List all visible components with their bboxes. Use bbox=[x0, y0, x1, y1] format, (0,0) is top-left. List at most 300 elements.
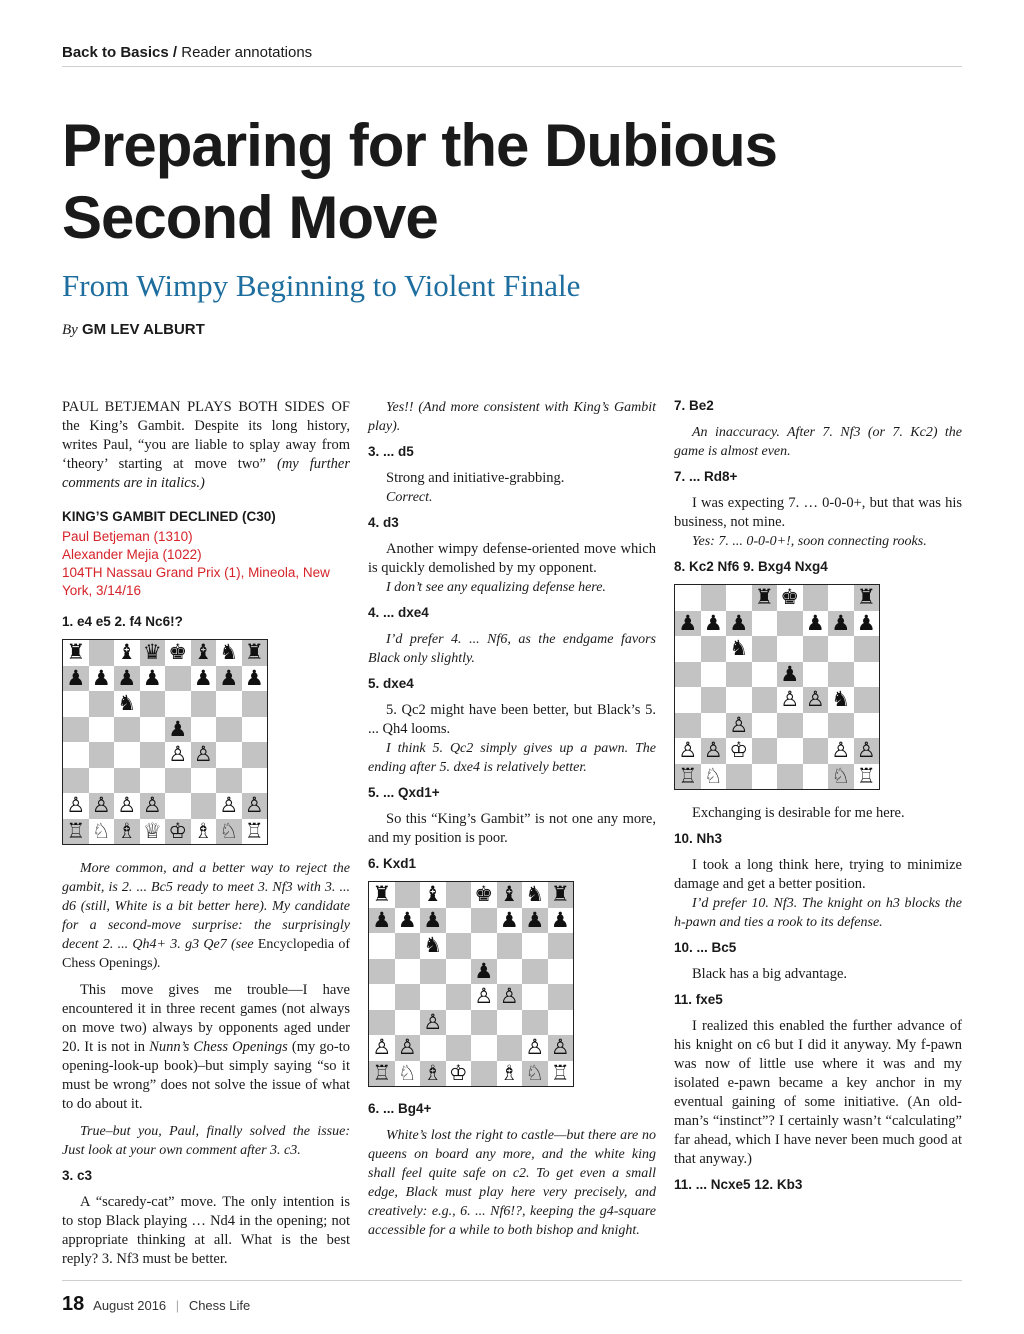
annotation: Correct. bbox=[386, 490, 433, 505]
white-king-icon: ♔ bbox=[448, 1060, 468, 1085]
paragraph: Exchanging is desirable for me here. bbox=[692, 805, 905, 821]
board-square bbox=[446, 959, 472, 985]
board-square bbox=[216, 666, 242, 692]
board-square bbox=[522, 1061, 548, 1087]
black-pawn-icon: ♟ bbox=[423, 907, 443, 932]
board-square bbox=[854, 636, 880, 662]
black-rook-icon: ♜ bbox=[856, 585, 876, 610]
board-square bbox=[191, 666, 217, 692]
black-pawn-icon: ♟ bbox=[499, 907, 519, 932]
black-pawn-icon: ♟ bbox=[397, 907, 417, 932]
board-square bbox=[89, 819, 115, 845]
board-square bbox=[216, 640, 242, 666]
white-rook-icon: ♖ bbox=[372, 1060, 392, 1085]
black-pawn-icon: ♟ bbox=[372, 907, 392, 932]
board-square bbox=[828, 611, 854, 637]
board-square bbox=[497, 1010, 523, 1036]
board-square bbox=[165, 819, 191, 845]
white-bishop-icon: ♗ bbox=[117, 818, 137, 843]
board-square bbox=[420, 933, 446, 959]
board-square bbox=[216, 742, 242, 768]
board-square bbox=[63, 666, 89, 692]
board-square bbox=[522, 984, 548, 1010]
black-queen-icon: ♛ bbox=[142, 640, 162, 665]
board-square bbox=[191, 691, 217, 717]
chess-board-1 bbox=[62, 639, 268, 845]
board-square bbox=[548, 1010, 574, 1036]
board-square bbox=[497, 1061, 523, 1087]
annotation: I’d prefer 4. ... Nf6, as the endgame favors Black only slightly. bbox=[368, 632, 656, 666]
black-pawn-icon: ♟ bbox=[525, 907, 545, 932]
black-pawn-icon: ♟ bbox=[168, 716, 188, 741]
board-square bbox=[395, 1010, 421, 1036]
board-square bbox=[216, 717, 242, 743]
board-square bbox=[701, 713, 727, 739]
white-pawn-icon: ♙ bbox=[550, 1035, 570, 1060]
board-square bbox=[114, 768, 140, 794]
board-square bbox=[191, 742, 217, 768]
black-pawn-icon: ♟ bbox=[703, 610, 723, 635]
black-pawn-icon: ♟ bbox=[856, 610, 876, 635]
board-square bbox=[446, 984, 472, 1010]
black-knight-icon: ♞ bbox=[219, 640, 239, 665]
black-pawn-icon: ♟ bbox=[678, 610, 698, 635]
white-pawn-icon: ♙ bbox=[423, 1009, 443, 1034]
game-white-player: Paul Betjeman (1310) bbox=[62, 529, 193, 544]
board-square bbox=[701, 687, 727, 713]
board-square bbox=[726, 611, 752, 637]
game-opening: KING’S GAMBIT DECLINED (C30) bbox=[62, 509, 276, 524]
board-square bbox=[828, 662, 854, 688]
board-square bbox=[675, 738, 701, 764]
move-heading: 4. d3 bbox=[368, 515, 399, 530]
board-square bbox=[140, 768, 166, 794]
white-bishop-icon: ♗ bbox=[193, 818, 213, 843]
board-square bbox=[854, 713, 880, 739]
board-square bbox=[242, 819, 268, 845]
black-pawn-icon: ♟ bbox=[117, 665, 137, 690]
annotation: Yes!! (And more consistent with King’s Gambit play). bbox=[368, 400, 656, 434]
black-rook-icon: ♜ bbox=[244, 640, 264, 665]
board-square bbox=[675, 687, 701, 713]
board-square bbox=[803, 662, 829, 688]
board-square bbox=[675, 585, 701, 611]
annotation: I think 5. Qc2 simply gives up a pawn. The ending after 5. dxe4 is relatively better. bbox=[368, 741, 656, 775]
board-square bbox=[191, 768, 217, 794]
black-pawn-icon: ♟ bbox=[550, 907, 570, 932]
black-pawn-icon: ♟ bbox=[219, 665, 239, 690]
white-pawn-icon: ♙ bbox=[91, 793, 111, 818]
board-square bbox=[191, 793, 217, 819]
board-square bbox=[114, 742, 140, 768]
board-square bbox=[446, 1035, 472, 1061]
board-square bbox=[828, 764, 854, 790]
black-pawn-icon: ♟ bbox=[780, 661, 800, 686]
board-square bbox=[369, 1035, 395, 1061]
black-rook-icon: ♜ bbox=[550, 882, 570, 907]
board-square bbox=[726, 636, 752, 662]
board-square bbox=[854, 764, 880, 790]
black-rook-icon: ♜ bbox=[754, 585, 774, 610]
white-knight-icon: ♘ bbox=[91, 818, 111, 843]
board-square bbox=[803, 713, 829, 739]
board-square bbox=[777, 738, 803, 764]
running-header bbox=[62, 44, 312, 61]
move-heading: 8. Kc2 Nf6 9. Bxg4 Nxg4 bbox=[674, 559, 828, 574]
column-1 bbox=[62, 398, 350, 1277]
board-square bbox=[369, 959, 395, 985]
paragraph: Another wimpy defense-oriented move which is quickly demolished by my opponent. bbox=[368, 541, 656, 576]
black-knight-icon: ♞ bbox=[729, 636, 749, 661]
board-square bbox=[242, 640, 268, 666]
black-knight-icon: ♞ bbox=[117, 691, 137, 716]
board-square bbox=[63, 640, 89, 666]
board-square bbox=[89, 717, 115, 743]
move-heading: 5. ... Qxd1+ bbox=[368, 785, 440, 800]
board-square bbox=[752, 713, 778, 739]
annotation: True–but you, Paul, finally solved the issue: Just look at your own comment after 3. c3. bbox=[62, 1124, 350, 1158]
move-heading: 11. ... Ncxe5 12. Kb3 bbox=[674, 1177, 803, 1192]
board-square bbox=[165, 742, 191, 768]
article-subtitle: From Wimpy Beginning to Violent Finale bbox=[62, 268, 581, 303]
paragraph: Black has a big advantage. bbox=[692, 966, 848, 982]
board-square bbox=[497, 908, 523, 934]
board-square bbox=[446, 882, 472, 908]
board-square bbox=[216, 768, 242, 794]
white-pawn-icon: ♙ bbox=[729, 712, 749, 737]
board-square bbox=[803, 738, 829, 764]
board-square bbox=[89, 640, 115, 666]
board-square bbox=[548, 984, 574, 1010]
black-knight-icon: ♞ bbox=[423, 933, 443, 958]
annotation: White’s lost the right to castle—but there are no queens on board any more, and the white king shall feel quite safe on c2. To get even a small edge, Black must play here very precisely, and creatively: e.g., 6. ... Nf6!?, keeping the g4-square accessible for a while to both bishop and knight. bbox=[368, 1128, 656, 1238]
white-rook-icon: ♖ bbox=[678, 763, 698, 788]
board-square bbox=[752, 636, 778, 662]
board-square bbox=[63, 742, 89, 768]
move-heading: 7. Be2 bbox=[674, 398, 714, 413]
board-square bbox=[140, 717, 166, 743]
paragraph: A “scaredy-cat” move. The only intention is to stop Black playing … Nd4 in the opening; not appropriate thinking at all. What is the best reply? 3. Nf3 must be better. bbox=[62, 1194, 350, 1267]
board-square bbox=[726, 585, 752, 611]
white-pawn-icon: ♙ bbox=[831, 738, 851, 763]
board-square bbox=[497, 959, 523, 985]
board-square bbox=[701, 738, 727, 764]
board-square bbox=[114, 717, 140, 743]
board-square bbox=[522, 933, 548, 959]
board-square bbox=[701, 636, 727, 662]
board-square bbox=[522, 882, 548, 908]
black-pawn-icon: ♟ bbox=[729, 610, 749, 635]
board-square bbox=[395, 1035, 421, 1061]
board-square bbox=[369, 908, 395, 934]
board-square bbox=[701, 611, 727, 637]
board-square bbox=[420, 882, 446, 908]
board-square bbox=[777, 585, 803, 611]
board-square bbox=[114, 793, 140, 819]
subsection-name: Reader annotations bbox=[181, 44, 313, 61]
board-square bbox=[471, 959, 497, 985]
board-square bbox=[446, 1010, 472, 1036]
board-square bbox=[395, 882, 421, 908]
black-bishop-icon: ♝ bbox=[423, 882, 443, 907]
white-pawn-icon: ♙ bbox=[244, 793, 264, 818]
board-square bbox=[675, 662, 701, 688]
board-square bbox=[548, 882, 574, 908]
board-square bbox=[548, 933, 574, 959]
board-square bbox=[548, 1061, 574, 1087]
board-square bbox=[726, 713, 752, 739]
board-square bbox=[242, 793, 268, 819]
move-heading: 3. ... d5 bbox=[368, 444, 414, 459]
board-square bbox=[548, 1035, 574, 1061]
board-square bbox=[165, 793, 191, 819]
move-heading: 10. Nh3 bbox=[674, 831, 723, 846]
board-square bbox=[777, 611, 803, 637]
board-square bbox=[726, 764, 752, 790]
board-square bbox=[471, 1061, 497, 1087]
black-king-icon: ♚ bbox=[780, 585, 800, 610]
board-square bbox=[803, 611, 829, 637]
board-square bbox=[89, 666, 115, 692]
white-bishop-icon: ♗ bbox=[423, 1060, 443, 1085]
board-square bbox=[369, 933, 395, 959]
board-square bbox=[216, 691, 242, 717]
board-square bbox=[752, 738, 778, 764]
black-rook-icon: ♜ bbox=[372, 882, 392, 907]
black-knight-icon: ♞ bbox=[525, 882, 545, 907]
black-pawn-icon: ♟ bbox=[474, 958, 494, 983]
intro-paragraph: PAUL BETJEMAN PLAYS BOTH SIDES OF the King’s Gambit. Despite its long history, writes Paul, “you are liable to splay away from ‘theory’ starting at move two” (my further comments are in italics.) bbox=[62, 399, 350, 491]
board-square bbox=[89, 691, 115, 717]
board-square bbox=[497, 882, 523, 908]
board-square bbox=[828, 585, 854, 611]
white-pawn-icon: ♙ bbox=[193, 742, 213, 767]
board-square bbox=[777, 687, 803, 713]
white-pawn-icon: ♙ bbox=[856, 738, 876, 763]
board-square bbox=[242, 717, 268, 743]
board-square bbox=[548, 908, 574, 934]
board-square bbox=[522, 908, 548, 934]
board-square bbox=[471, 908, 497, 934]
white-knight-icon: ♘ bbox=[525, 1060, 545, 1085]
move-heading: 6. ... Bg4+ bbox=[368, 1101, 432, 1116]
header-rule bbox=[62, 66, 962, 67]
board-square bbox=[165, 691, 191, 717]
board-square bbox=[803, 585, 829, 611]
board-square bbox=[89, 793, 115, 819]
black-bishop-icon: ♝ bbox=[193, 640, 213, 665]
board-square bbox=[242, 768, 268, 794]
annotation: I’d prefer 10. Nf3. The knight on h3 blocks the h-pawn and ties a rook to its defense. bbox=[674, 896, 962, 930]
move-heading: 4. ... dxe4 bbox=[368, 605, 429, 620]
board-square bbox=[471, 1010, 497, 1036]
board-square bbox=[752, 687, 778, 713]
section-name: Back to Basics bbox=[62, 44, 169, 61]
board-square bbox=[752, 662, 778, 688]
issue-date: August 2016 bbox=[93, 1298, 167, 1313]
board-square bbox=[420, 1061, 446, 1087]
annotation: Yes: 7. ... 0-0-0+!, soon connecting rooks. bbox=[692, 534, 927, 549]
board-square bbox=[395, 908, 421, 934]
column-2 bbox=[368, 398, 656, 1248]
board-square bbox=[63, 819, 89, 845]
board-square bbox=[114, 819, 140, 845]
board-square bbox=[854, 687, 880, 713]
white-pawn-icon: ♙ bbox=[66, 793, 86, 818]
black-knight-icon: ♞ bbox=[831, 687, 851, 712]
white-queen-icon: ♕ bbox=[142, 818, 162, 843]
white-pawn-icon: ♙ bbox=[525, 1035, 545, 1060]
white-pawn-icon: ♙ bbox=[805, 687, 825, 712]
byline bbox=[62, 321, 205, 339]
board-square bbox=[828, 713, 854, 739]
board-square bbox=[471, 1035, 497, 1061]
board-square bbox=[548, 959, 574, 985]
white-pawn-icon: ♙ bbox=[168, 742, 188, 767]
board-square bbox=[675, 611, 701, 637]
board-square bbox=[752, 764, 778, 790]
white-knight-icon: ♘ bbox=[831, 763, 851, 788]
annotation: An inaccuracy. After 7. Nf3 (or 7. Kc2) the game is almost even. bbox=[674, 425, 962, 459]
paragraph: 5. Qc2 might have been better, but Black’s 5. ... Qh4 looms. bbox=[368, 702, 656, 737]
board-square bbox=[854, 738, 880, 764]
move-heading: 10. ... Bc5 bbox=[674, 940, 737, 955]
white-pawn-icon: ♙ bbox=[142, 793, 162, 818]
white-pawn-icon: ♙ bbox=[372, 1035, 392, 1060]
board-square bbox=[803, 764, 829, 790]
white-pawn-icon: ♙ bbox=[678, 738, 698, 763]
board-square bbox=[726, 662, 752, 688]
paragraph: I took a long think here, trying to minimize damage and get a better position. bbox=[674, 857, 962, 892]
board-square bbox=[242, 691, 268, 717]
board-square bbox=[165, 640, 191, 666]
board-square bbox=[63, 768, 89, 794]
black-pawn-icon: ♟ bbox=[244, 665, 264, 690]
board-square bbox=[420, 1010, 446, 1036]
board-square bbox=[395, 1061, 421, 1087]
board-square bbox=[420, 984, 446, 1010]
move-heading: 5. dxe4 bbox=[368, 676, 414, 691]
board-square bbox=[191, 717, 217, 743]
white-rook-icon: ♖ bbox=[66, 818, 86, 843]
board-square bbox=[497, 933, 523, 959]
white-knight-icon: ♘ bbox=[219, 818, 239, 843]
board-square bbox=[701, 764, 727, 790]
board-square bbox=[446, 933, 472, 959]
move-heading: 7. ... Rd8+ bbox=[674, 469, 738, 484]
board-square bbox=[701, 662, 727, 688]
board-square bbox=[369, 1061, 395, 1087]
board-square bbox=[395, 959, 421, 985]
white-pawn-icon: ♙ bbox=[474, 984, 494, 1009]
annotation: More common, and a better way to reject the gambit, is 2. ... Bc5 ready to meet 3. Nf3 with 3. ... d6 (still, White is a bit better here). My candidate for a second-move surprise: the surprisingly decent 2. ... Qh4+ 3. g3 Qe7 (see Encyclopedia of Chess Openings). bbox=[62, 861, 351, 971]
board-square bbox=[114, 640, 140, 666]
board-square bbox=[522, 959, 548, 985]
move-heading: 1. e4 e5 2. f4 Nc6!? bbox=[62, 614, 183, 629]
board-square bbox=[471, 933, 497, 959]
black-pawn-icon: ♟ bbox=[805, 610, 825, 635]
board-square bbox=[777, 713, 803, 739]
white-pawn-icon: ♙ bbox=[117, 793, 137, 818]
board-square bbox=[63, 691, 89, 717]
board-square bbox=[242, 666, 268, 692]
black-pawn-icon: ♟ bbox=[142, 665, 162, 690]
board-square bbox=[854, 611, 880, 637]
black-rook-icon: ♜ bbox=[66, 640, 86, 665]
page-footer bbox=[62, 1293, 250, 1316]
board-square bbox=[140, 742, 166, 768]
chess-board-3 bbox=[674, 584, 880, 790]
board-square bbox=[63, 717, 89, 743]
black-king-icon: ♚ bbox=[474, 882, 494, 907]
board-square bbox=[140, 640, 166, 666]
board-square bbox=[191, 819, 217, 845]
board-square bbox=[675, 764, 701, 790]
board-square bbox=[752, 585, 778, 611]
board-square bbox=[675, 713, 701, 739]
game-black-player: Alexander Mejia (1022) bbox=[62, 547, 202, 562]
article-title: Preparing for the Dubious Second Move bbox=[62, 112, 778, 251]
board-square bbox=[165, 666, 191, 692]
column-3 bbox=[674, 398, 962, 1202]
board-square bbox=[63, 793, 89, 819]
white-pawn-icon: ♙ bbox=[780, 687, 800, 712]
move-heading: 11. fxe5 bbox=[674, 992, 723, 1007]
board-square bbox=[369, 882, 395, 908]
board-square bbox=[471, 984, 497, 1010]
board-square bbox=[803, 636, 829, 662]
game-event: 104TH Nassau Grand Prix (1), Mineola, New York, 3/14/16 bbox=[62, 565, 330, 598]
paragraph: Strong and initiative-grabbing. bbox=[386, 470, 565, 486]
board-square bbox=[522, 1010, 548, 1036]
annotation: I don’t see any equalizing defense here. bbox=[386, 580, 606, 595]
board-square bbox=[497, 984, 523, 1010]
board-square bbox=[726, 687, 752, 713]
white-king-icon: ♔ bbox=[729, 738, 749, 763]
board-square bbox=[89, 768, 115, 794]
header-separator: / bbox=[172, 44, 178, 61]
white-pawn-icon: ♙ bbox=[397, 1035, 417, 1060]
board-square bbox=[828, 738, 854, 764]
board-square bbox=[777, 662, 803, 688]
byline-author: GM LEV ALBURT bbox=[82, 321, 205, 338]
black-bishop-icon: ♝ bbox=[117, 640, 137, 665]
board-square bbox=[777, 764, 803, 790]
board-square bbox=[395, 933, 421, 959]
page-number: 18 bbox=[62, 1293, 85, 1315]
board-square bbox=[369, 1010, 395, 1036]
white-pawn-icon: ♙ bbox=[703, 738, 723, 763]
board-square bbox=[471, 882, 497, 908]
magazine-name: Chess Life bbox=[188, 1298, 251, 1313]
board-square bbox=[803, 687, 829, 713]
paragraph: This move gives me trouble—I have encountered it in three recent games (not always on move two) always by opponents aged under 20. It is not in Nunn’s Chess Openings (my go-to opening-look-up book)–but simply saying “so it must be wrong” does not solve the issue of what to do about it. bbox=[62, 982, 351, 1112]
board-square bbox=[165, 717, 191, 743]
board-square bbox=[420, 959, 446, 985]
board-square bbox=[497, 1035, 523, 1061]
board-square bbox=[854, 662, 880, 688]
footer-rule bbox=[62, 1280, 962, 1281]
board-square bbox=[675, 636, 701, 662]
white-pawn-icon: ♙ bbox=[499, 984, 519, 1009]
board-square bbox=[446, 908, 472, 934]
board-square bbox=[242, 742, 268, 768]
paragraph: I realized this enabled the further advance of his knight on c6 but I did it anyway. My f-pawn was now of little use where it was and my isolated e-pawn became a key anchor in my eventual gaining of some initiative. (An old-man’s “instinct”? I certainly wasn’t “calculating” far ahead, which I have never been much good at that anyway.) bbox=[674, 1018, 962, 1167]
board-square bbox=[420, 908, 446, 934]
white-bishop-icon: ♗ bbox=[499, 1060, 519, 1085]
board-square bbox=[752, 611, 778, 637]
black-king-icon: ♚ bbox=[168, 640, 188, 665]
